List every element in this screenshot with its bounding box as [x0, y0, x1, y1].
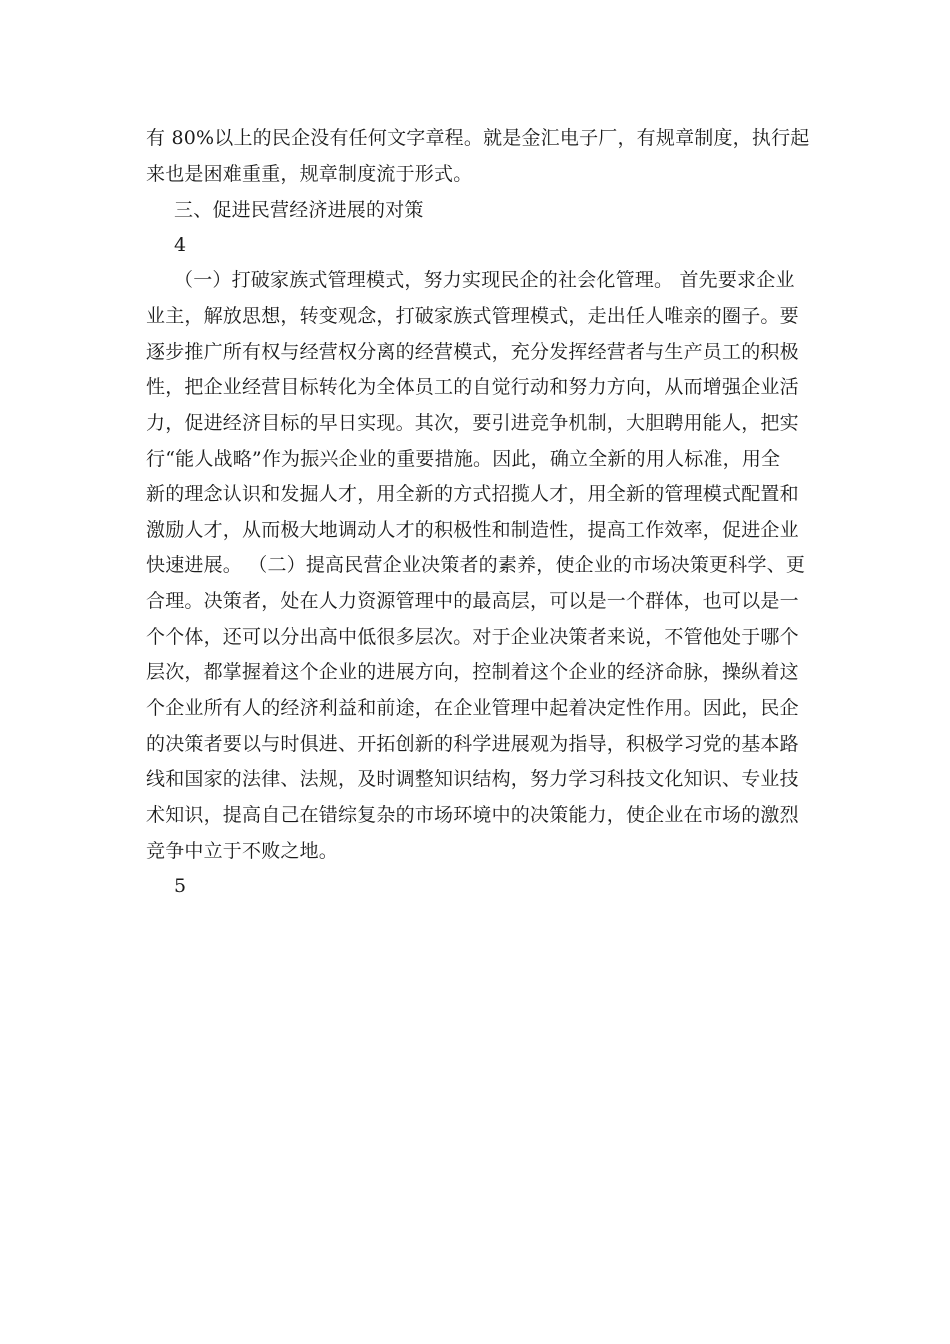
- text-line: 行“能人战略”作为振兴企业的重要措施。因此，确立全新的用人标准，用全: [146, 448, 781, 470]
- text-line: 力，促进经济目标的早日实现。其次，要引进竞争机制，大胆聘用能人，把实: [146, 412, 799, 434]
- text-line: 线和国家的法律、法规，及时调整知识结构，努力学习科技文化知识、专业技: [146, 768, 799, 790]
- text-line: 来也是困难重重，规章制度流于形式。: [146, 163, 473, 185]
- page-number: 4: [174, 234, 187, 256]
- text-line: 有 80%以上的民企没有任何文字章程。就是金汇电子厂，有规章制度，执行起: [146, 127, 810, 149]
- section-heading: 三、促进民营经济进展的对策: [174, 199, 424, 221]
- text-line: 激励人才，从而极大地调动人才的积极性和制造性，提高工作效率，促进企业: [146, 519, 799, 541]
- text-line: 个企业所有人的经济利益和前途，在企业管理中起着决定性作用。因此，民企: [146, 697, 799, 719]
- text-line: 个个体，还可以分出高中低很多层次。对于企业决策者来说，不管他处于哪个: [146, 626, 799, 648]
- text-line: 逐步推广所有权与经营权分离的经营模式，充分发挥经营者与生产员工的积极: [146, 341, 799, 363]
- text-line: 性，把企业经营目标转化为全体员工的自觉行动和努力方向，从而增强企业活: [146, 376, 799, 398]
- page-number: 5: [174, 875, 187, 897]
- text-line: 层次，都掌握着这个企业的进展方向，控制着这个企业的经济命脉，操纵着这: [146, 661, 799, 683]
- text-line: 术知识，提高自己在错综复杂的市场环境中的决策能力，使企业在市场的激烈: [146, 804, 799, 826]
- text-line: 的决策者要以与时俱进、开拓创新的科学进展观为指导，积极学习党的基本路: [146, 733, 799, 755]
- text-line: 合理。决策者，处在人力资源管理中的最高层，可以是一个群体，也可以是一: [146, 590, 799, 612]
- text-line: 业主，解放思想，转变观念，打破家族式管理模式，走出任人唯亲的圈子。要: [146, 305, 799, 327]
- text-line: （一）打破家族式管理模式，努力实现民企的社会化管理。 首先要求企业: [174, 269, 795, 291]
- text-line: 新的理念认识和发掘人才，用全新的方式招揽人才，用全新的管理模式配置和: [146, 483, 799, 505]
- text-line: 竞争中立于不败之地。: [146, 840, 339, 862]
- text-line: 快速进展。 （二）提高民营企业决策者的素养，使企业的市场决策更科学、更: [146, 554, 806, 576]
